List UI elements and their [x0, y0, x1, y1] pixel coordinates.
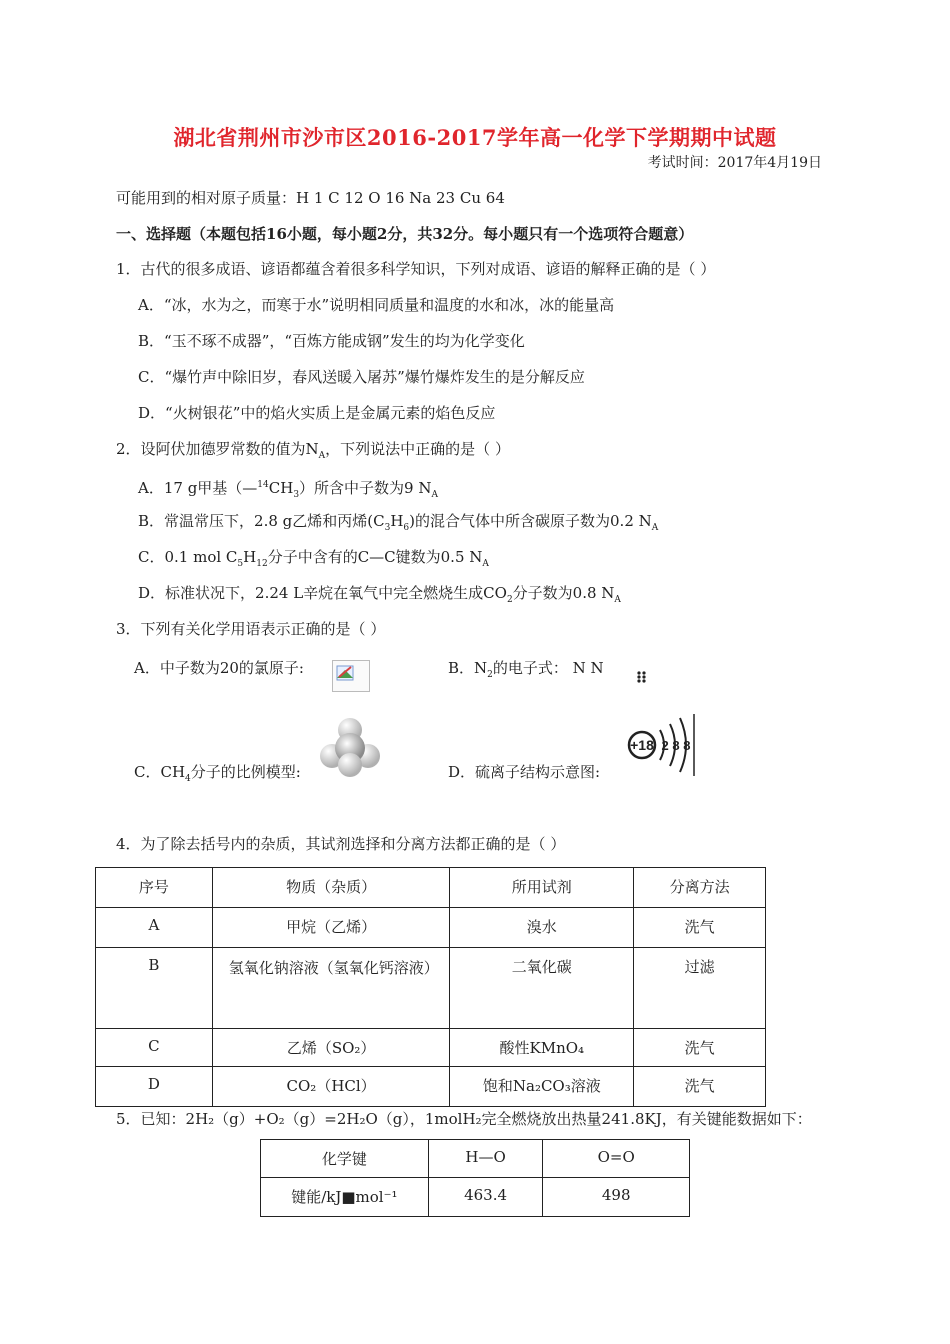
- table-row: [96, 1029, 766, 1067]
- shell-label: 2 8 8: [661, 738, 691, 753]
- q2d-sub2: A: [614, 595, 621, 605]
- table-cell: 溴水: [450, 908, 634, 948]
- q4-stem: 4．为了除去括号内的杂质，其试剂选择和分离方法都正确的是（ ）: [116, 835, 566, 853]
- q2-stem-text: 2．设阿伏加德罗常数的值为N: [116, 440, 319, 458]
- q2a-sup: 14: [257, 480, 269, 490]
- table-row: [261, 1178, 690, 1217]
- q3b-text1: B．N: [448, 659, 488, 677]
- methane-model-icon: [318, 716, 382, 778]
- table-header-cell: H—O: [428, 1140, 543, 1178]
- table-header-row: [96, 868, 766, 908]
- nucleus-label: +18: [630, 737, 654, 753]
- table-cell: 过滤: [634, 948, 766, 1029]
- table-cell: 洗气: [634, 908, 766, 948]
- table-cell: 463.4: [428, 1178, 543, 1217]
- q5-stem: 5．已知：2H₂（g）+O₂（g）=2H₂O（g），1molH₂完全燃烧放出热量241.8KJ，有关键能数据如下：: [116, 1110, 812, 1128]
- q2c-text2: H: [243, 548, 257, 566]
- q3c-text1: C．CH: [134, 763, 186, 781]
- q3-option-a: A．中子数为20的氯原子:: [134, 659, 304, 677]
- broken-image-icon: [332, 660, 370, 692]
- table-header-cell: 序号: [96, 868, 213, 908]
- table-cell: C: [96, 1029, 213, 1067]
- table-cell: 乙烯（SO₂）: [212, 1029, 450, 1067]
- q3c-sub: 4: [185, 774, 191, 784]
- table-cell: B: [96, 948, 213, 1029]
- q1-option-a: A．“冰，水为之，而寒于水”说明相同质量和温度的水和冰，冰的能量高: [138, 296, 615, 314]
- q2a-text1: A．17 g甲基（—: [138, 479, 258, 497]
- q2c-sub2: 12: [256, 559, 268, 569]
- q2-stem-text2: ，下列说法中正确的是（ ）: [325, 440, 510, 458]
- electron-dots-icon: [636, 670, 648, 684]
- q4-table: [95, 867, 766, 1107]
- q2b-sub2: 6: [403, 523, 410, 533]
- section-heading: 一、选择题（本题包括16小题，每小题2分，共32分。每小题只有一个选项符合题意）: [116, 225, 694, 243]
- atomic-mass-line: 可能用到的相对原子质量：H 1 C 12 O 16 Na 23 Cu 64: [116, 189, 505, 207]
- q2a-sub2: A: [431, 490, 438, 500]
- q2b-text3: )的混合气体中所含碳原子数为0.2 N: [409, 512, 652, 530]
- q1-option-d: D．“火树银花”中的焰火实质上是金属元素的焰色反应: [138, 404, 496, 422]
- table-cell: D: [96, 1067, 213, 1107]
- page-title: 湖北省荆州市沙市区2016-2017学年高一化学下学期期中试题: [173, 125, 777, 150]
- table-cell: CO₂（HCl）: [212, 1067, 450, 1107]
- q2b-sub3: A: [651, 523, 659, 533]
- q2d-text2: 分子数为0.8 N: [512, 584, 615, 602]
- table-cell: 洗气: [634, 1067, 766, 1107]
- table-header-cell: 化学键: [261, 1140, 429, 1178]
- table-header-cell: 分离方法: [634, 868, 766, 908]
- q2b-sub1: 3: [384, 523, 391, 533]
- q2a-sub1: 3: [293, 490, 300, 500]
- q3b-sub: 2: [487, 670, 493, 680]
- q2a-text3: ）所含中子数为9 N: [299, 479, 432, 497]
- table-row: [96, 1067, 766, 1107]
- q2-option-b: [138, 511, 658, 538]
- q1-stem: 1．古代的很多成语、谚语都蕴含着很多科学知识，下列对成语、谚语的解释正确的是（ ）: [116, 260, 716, 278]
- q3-option-d: D．硫离子结构示意图:: [448, 763, 601, 781]
- table-cell: 甲烷（乙烯）: [212, 908, 450, 948]
- table-cell: 酸性KMnO₄: [450, 1029, 634, 1067]
- q2-option-a: [138, 475, 438, 505]
- q2d-sub1: 2: [506, 595, 513, 605]
- table-cell: 饱和Na₂CO₃溶液: [450, 1067, 634, 1107]
- table-header-cell: 所用试剂: [450, 868, 634, 908]
- q2c-sub3: A: [482, 559, 489, 569]
- q2a-text2: CH: [268, 479, 294, 497]
- exam-time: 考试时间：2017年4月19日: [647, 155, 822, 171]
- table-cell: 洗气: [634, 1029, 766, 1067]
- q2-option-c: [138, 547, 489, 574]
- q2c-text3: 分子中含有的C—C键数为0.5 N: [267, 548, 483, 566]
- table-header-row: [261, 1140, 690, 1178]
- q2-option-d: [138, 583, 621, 610]
- q2b-text2: H: [390, 512, 404, 530]
- bond-energy-table: [260, 1139, 690, 1217]
- q2-stem-sub: A: [318, 451, 326, 461]
- table-cell: 键能/kJ■mol⁻¹: [261, 1178, 429, 1217]
- q3-option-c: [134, 762, 301, 789]
- table-cell: 二氧化碳: [450, 948, 634, 1029]
- q2c-sub1: 5: [237, 559, 244, 569]
- table-row: [96, 948, 766, 1029]
- table-header-cell: O=O: [543, 1140, 690, 1178]
- q2b-text1: B．常温常压下，2.8 g乙烯和丙烯(C: [138, 512, 385, 530]
- sulfide-ion-diagram: [622, 712, 698, 778]
- q1-option-b: B．“玉不琢不成器”，“百炼方能成钢”发生的均为化学变化: [138, 332, 525, 350]
- table-cell: 氢氧化钠溶液（氢氧化钙溶液）: [212, 948, 450, 1029]
- table-row: [96, 908, 766, 948]
- table-cell: A: [96, 908, 213, 948]
- q3-stem: 3．下列有关化学用语表示正确的是（ ）: [116, 620, 386, 638]
- q2-stem: [116, 439, 510, 466]
- q3c-text2: 分子的比例模型:: [190, 763, 301, 781]
- q3b-text2: 的电子式： N N: [492, 659, 604, 677]
- table-cell: 498: [543, 1178, 690, 1217]
- q2d-text1: D．标准状况下，2.24 L辛烷在氧气中完全燃烧生成CO: [138, 584, 507, 602]
- q1-option-c: C．“爆竹声中除旧岁，春风送暖入屠苏”爆竹爆炸发生的是分解反应: [138, 368, 585, 386]
- q3-option-b: [448, 658, 604, 685]
- table-header-cell: 物质（杂质）: [212, 868, 450, 908]
- q2c-text1: C．0.1 mol C: [138, 548, 238, 566]
